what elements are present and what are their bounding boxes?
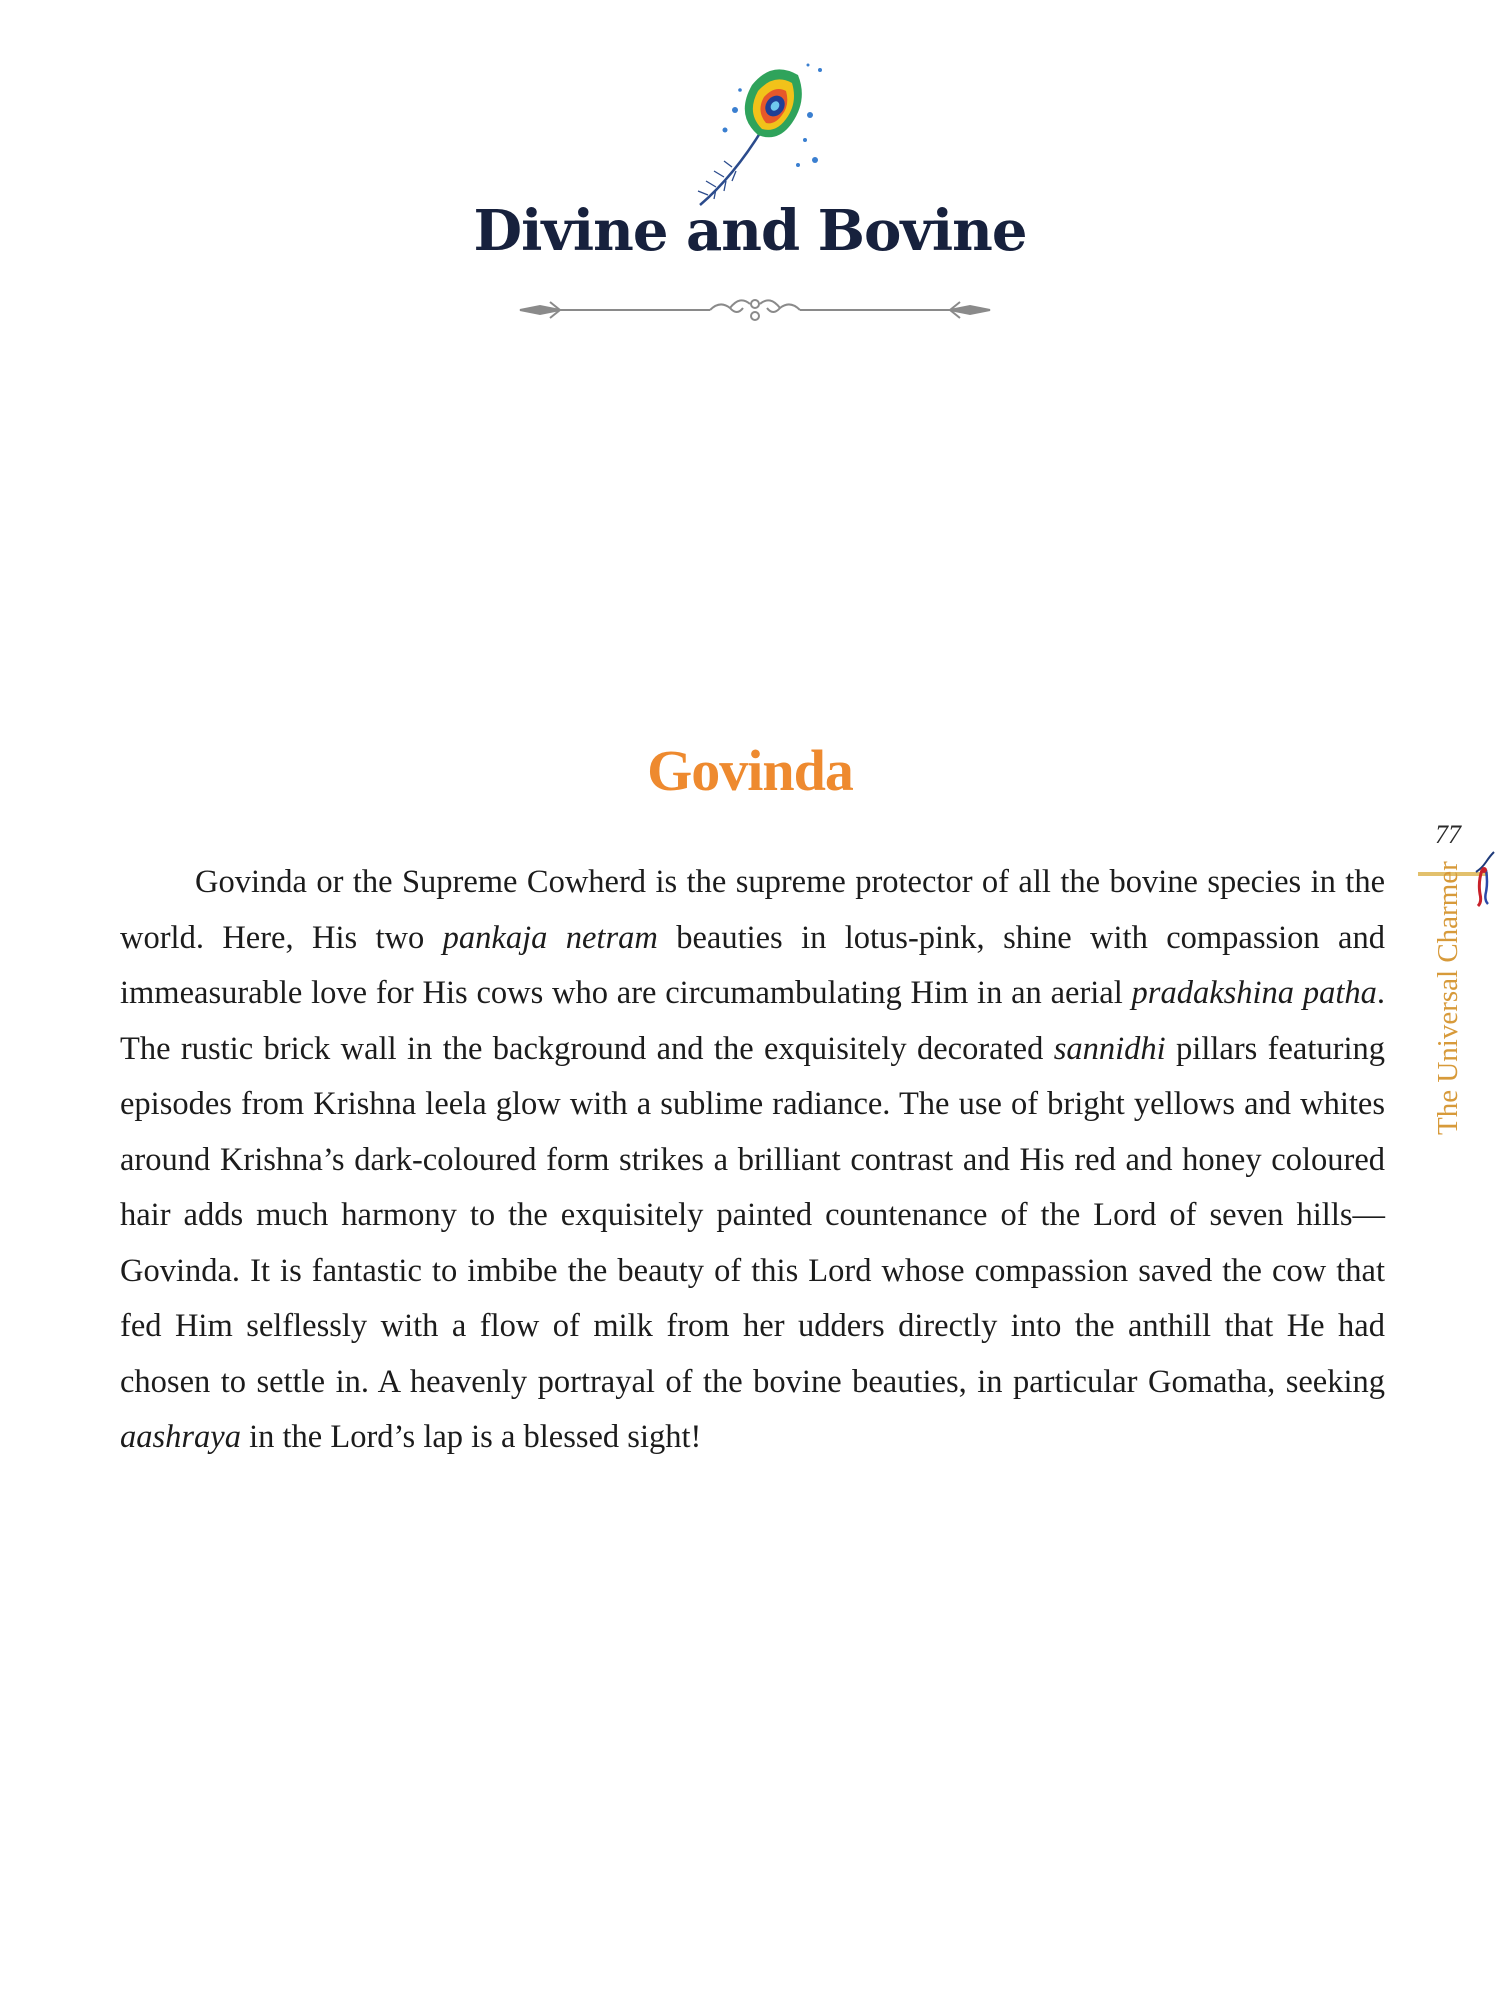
italic-term: sannidhi — [1053, 1030, 1166, 1067]
text-run: in the Lord’s lap is a blessed sight! — [240, 1419, 702, 1455]
peacock-feather-icon — [680, 55, 830, 215]
body-paragraph — [120, 855, 1385, 1466]
running-title: The Universal Charmer — [1432, 861, 1464, 1135]
italic-term: pankaja netram — [442, 919, 658, 956]
flute-icon — [1468, 848, 1498, 908]
italic-term: aashraya — [120, 1419, 241, 1455]
text-run: pillars featuring episodes from Krishna leela glow with a sublime radiance. The use of bright yellows and whites around Krishna’s dark-coloured form strikes a brilliant contrast and His red and honey coloured hair adds much harmony to the exquisitely painted countenance of the Lord of seven hills—Govinda. It is fantastic to imbibe the beauty of this Lord whose compassion saved the cow that fed Him selflessly with a flow of milk from her udders directly into the anthill that He had chosen to settle in. A heavenly portrayal of the bovine beauties, in particular Gomatha, seeking — [120, 1030, 1385, 1400]
italic-term: pradakshina patha — [1131, 975, 1377, 1011]
divider-ornament-icon — [515, 290, 995, 330]
running-title-container — [1428, 861, 1468, 1175]
section-title: Govinda — [647, 738, 853, 803]
page-number: 77 — [1435, 820, 1461, 849]
text-run: beauties in lotus-pink, shine with compassion and immeasurable love for His cows who are circumambulating Him in an aerial — [120, 919, 1385, 1011]
chapter-title: Divine and Bovine — [473, 198, 1027, 264]
text-run: Govinda or the Supreme Cowherd is the supreme protector of all the bovine species in the world. Here, His two — [120, 864, 1385, 956]
text-run: . The rustic brick wall in the background and the exquisitely decorated — [120, 975, 1385, 1067]
